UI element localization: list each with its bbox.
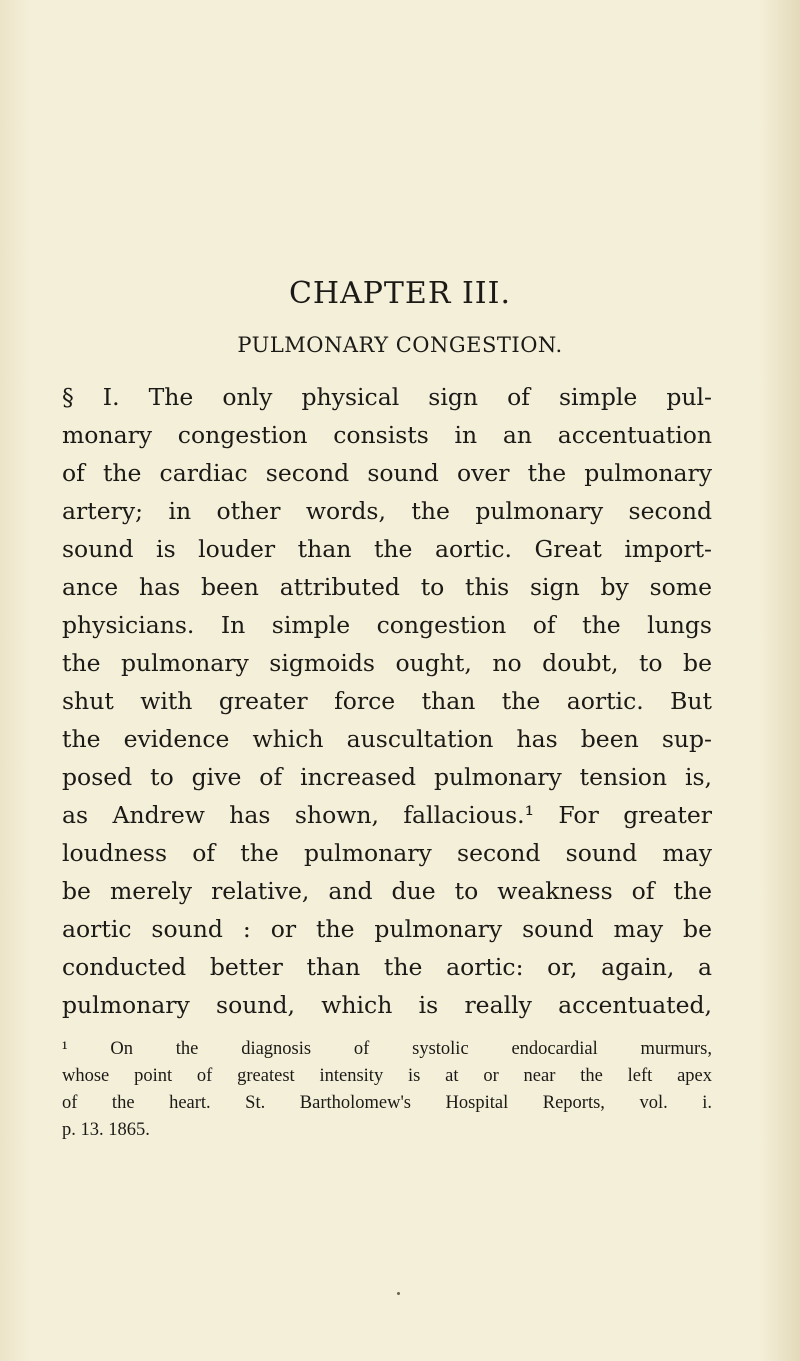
body-line: physicians. In simple congestion of the lungs — [62, 611, 712, 639]
ink-speck — [397, 1292, 400, 1295]
body-line: pulmonary sound, which is really accentuated, — [62, 991, 712, 1019]
body-line: the evidence which auscultation has been sup- — [62, 725, 712, 753]
body-line: the pulmonary sigmoids ought, no doubt, to be — [62, 649, 712, 677]
section-title: PULMONARY CONGESTION. — [237, 333, 563, 357]
body-line: monary congestion consists in an accentuation — [62, 421, 712, 449]
body-line: conducted better than the aortic: or, again, a — [62, 953, 712, 981]
body-line: aortic sound : or the pulmonary sound may be — [62, 915, 712, 943]
body-line: as Andrew has shown, fallacious.¹ For greater — [62, 801, 712, 829]
footnote-line: p. 13. 1865. — [62, 1120, 150, 1140]
footnote-line: whose point of greatest intensity is at or near the left apex — [62, 1066, 712, 1086]
body-line: shut with greater force than the aortic. But — [62, 687, 712, 715]
body-line: artery; in other words, the pulmonary second — [62, 497, 712, 525]
page-edge-left — [0, 0, 30, 1361]
body-line: be merely relative, and due to weakness of the — [62, 877, 712, 905]
footnote-line: of the heart. St. Bartholomew's Hospital Reports, vol. i. — [62, 1093, 712, 1113]
body-line: sound is louder than the aortic. Great import- — [62, 535, 712, 563]
chapter-title: CHAPTER III. — [288, 276, 512, 311]
footnote-line: ¹ On the diagnosis of systolic endocardial murmurs, — [62, 1039, 712, 1059]
page-edge-right — [760, 0, 800, 1361]
body-line: of the cardiac second sound over the pulmonary — [62, 459, 712, 487]
body-line: loudness of the pulmonary second sound may — [62, 839, 712, 867]
body-line: ance has been attributed to this sign by some — [62, 573, 712, 601]
body-line: § I. The only physical sign of simple pul- — [62, 383, 712, 411]
body-line: posed to give of increased pulmonary tension is, — [62, 763, 712, 791]
